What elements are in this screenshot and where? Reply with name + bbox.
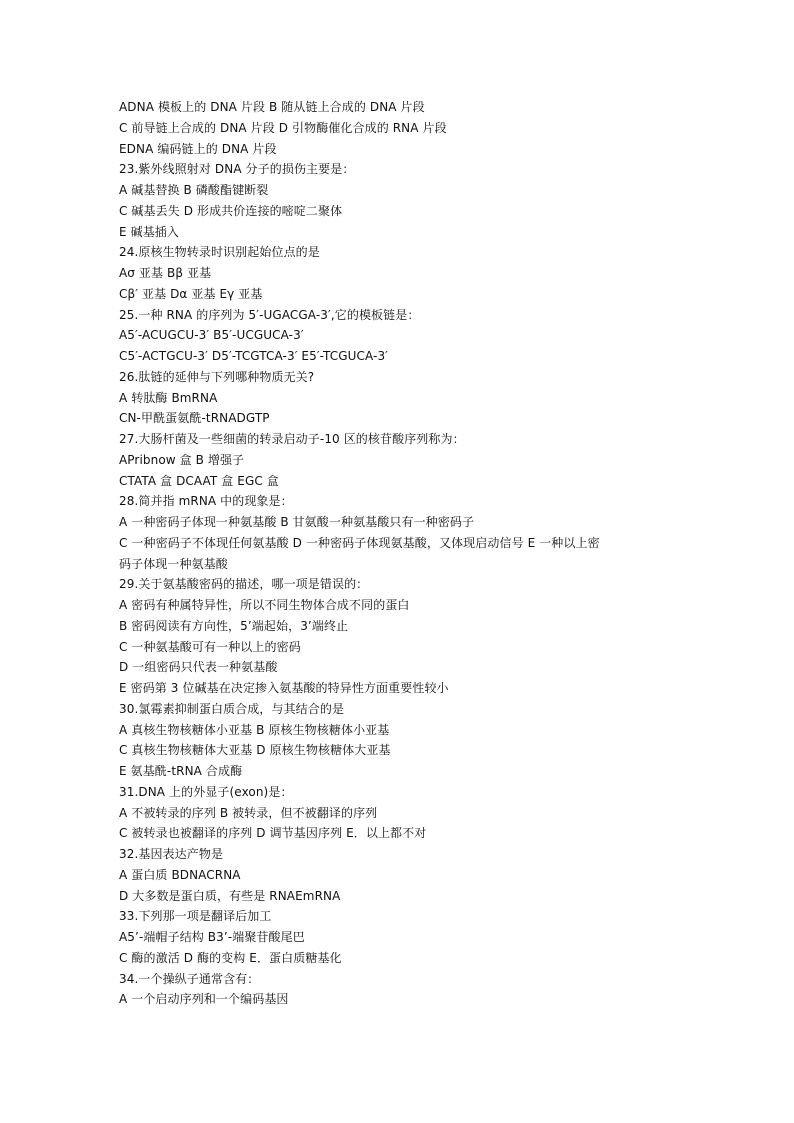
option-line: 码子体现一种氨基酸 bbox=[119, 556, 228, 571]
document-body bbox=[119, 97, 679, 1010]
question-24: 24.原核生物转录时识别起始位点的是 bbox=[119, 245, 320, 260]
option-line: A 蛋白质 BDNACRNA bbox=[119, 867, 241, 882]
question-32: 32.基因表达产物是 bbox=[119, 847, 224, 861]
option-line: E 碱基插入 bbox=[119, 224, 179, 239]
question-34: 34.一个操纵子通常含有： bbox=[119, 971, 260, 986]
option-line: B 密码阅读有方向性，5’端起始，3’端终止 bbox=[119, 618, 349, 633]
question-26: 26.肽链的延伸与下列哪种物质无关? bbox=[119, 369, 315, 384]
option-line: A5′-ACUGCU-3′ B5′-UCGUCA-3′ bbox=[119, 328, 304, 343]
option-line: A 转肽酶 BmRNA bbox=[119, 390, 218, 405]
question-25: 25.一种 RNA 的序列为 5′-UGACGA-3′,它的模板链是： bbox=[119, 307, 420, 322]
question-30: 30.氯霉素抑制蛋白质合成，与其结合的是 bbox=[119, 701, 345, 716]
option-line: C 真核生物核糖体大亚基 D 原核生物核糖体大亚基 bbox=[119, 743, 391, 758]
option-line: C 酶的激活 D 酶的变构 E．蛋白质糖基化 bbox=[119, 950, 342, 965]
option-line: A5’-端帽子结构 B3’-端聚苷酸尾巴 bbox=[119, 930, 305, 944]
option-line: CTATA 盒 DCAAT 盒 EGC 盒 bbox=[119, 473, 279, 488]
option-line: C5′-ACTGCU-3′ D5′-TCGTCA-3′ E5′-TCGUCA-3′ bbox=[119, 349, 389, 363]
question-23: 23.紫外线照射对 DNA 分子的损伤主要是： bbox=[119, 162, 355, 177]
question-31: 31.DNA 上的外显子(exon)是： bbox=[119, 784, 293, 799]
option-line: A 密码有种属特异性，所以不同生物体合成不同的蛋白 bbox=[119, 598, 410, 612]
option-line: C 碱基丢失 D 形成共价连接的嘧啶二聚体 bbox=[119, 203, 343, 218]
option-line: CN-甲酰蛋氨酰-tRNADGTP bbox=[119, 411, 270, 426]
question-28: 28.简并指 mRNA 中的现象是： bbox=[119, 494, 293, 509]
option-line: Aσ 亚基 Bβ 亚基 bbox=[119, 266, 212, 280]
option-line: Cβ′ 亚基 Dα 亚基 Eγ 亚基 bbox=[119, 286, 263, 301]
option-line: E 密码第 3 位碱基在决定掺入氨基酸的特异性方面重要性较小 bbox=[119, 681, 449, 695]
option-line: A 真核生物核糖体小亚基 B 原核生物核糖体小亚基 bbox=[119, 722, 390, 737]
option-line: C 被转录也被翻译的序列 D 调节基因序列 E．以上都不对 bbox=[119, 826, 427, 841]
option-line: A 碱基替换 B 磷酸酯键断裂 bbox=[119, 183, 269, 197]
option-line: APribnow 盒 B 增强子 bbox=[119, 452, 245, 467]
option-line: EDNA 编码链上的 DNA 片段 bbox=[119, 141, 277, 156]
option-line: E 氨基酰-tRNA 合成酶 bbox=[119, 764, 243, 778]
option-line: A 不被转录的序列 B 被转录，但不被翻译的序列 bbox=[119, 805, 378, 820]
option-line: A 一个启动序列和一个编码基因 bbox=[119, 992, 289, 1007]
question-27: 27.大肠杆菌及一些细菌的转录启动子-10 区的核苷酸序列称为： bbox=[119, 432, 465, 446]
question-33: 33.下列那一项是翻译后加工 bbox=[119, 909, 272, 924]
option-line: C 一种密码子不体现任何氨基酸 D 一种密码子体现氨基酸，又体现启动信号 E 一种以上密 bbox=[119, 535, 600, 550]
question-29: 29.关于氨基酸密码的描述，哪一项是错误的： bbox=[119, 577, 369, 592]
option-line: A 一种密码子体现一种氨基酸 B 甘氨酸一种氨基酸只有一种密码子 bbox=[119, 515, 475, 529]
option-line: D 一组密码只代表一种氨基酸 bbox=[119, 660, 278, 675]
option-line: D 大多数是蛋白质，有些是 RNAEmRNA bbox=[119, 888, 341, 903]
option-line: ADNA 模板上的 DNA 片段 B 随从链上合成的 DNA 片段 bbox=[119, 100, 425, 114]
option-line: C 前导链上合成的 DNA 片段 D 引物酶催化合成的 RNA 片段 bbox=[119, 120, 447, 135]
option-line: C 一种氨基酸可有一种以上的密码 bbox=[119, 639, 301, 654]
